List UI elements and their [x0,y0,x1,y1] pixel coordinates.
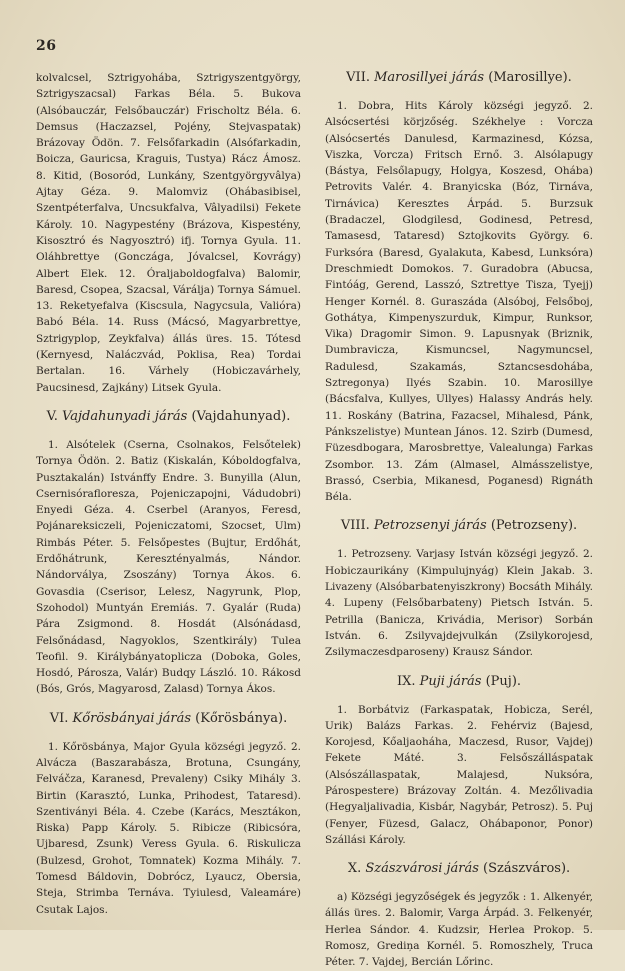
section-number: V. [46,408,58,424]
section-seat: (Marosillye). [488,70,572,85]
section-seat: (Petrozseny). [490,518,578,534]
right-column [325,70,593,971]
section-name: Marosillyei járás [374,70,485,85]
section-seat: (Szászváros). [483,861,571,877]
section-text-x: a) Községi jegyzőségek és jegyzők : 1. Alkenyér, állás üres. 2. Balomir, Varga Árpád. 3. Felkenyér, Herlea Sándor. 4. Kudzsir, Herlea Prokop. 5. Romosz, Grediņa Kornél. 5. Romoszhely, Truca Péter. 7. Vajdej, Bercián Lőrinc. [325,891,593,969]
section-heading-vi [36,711,301,727]
section-number: VII. [346,70,370,85]
section-heading-x [325,861,593,877]
section-heading-viii [325,518,593,534]
section-text-ix: 1. Borbátviz (Farkaspatak, Hobicza, Serél, Urik) Balázs Farkas. 2. Fehérviz (Bajesd, Korojesd, Kőaljaoháha, Maczesd, Rusor, Vajdej) Fekete Máté. 3. Felsőszálláspatak (Alsószállaspatak, Malajesd, Nuksóra, Párospestere) Brázovay Zoltán. 4. Mezőlivadia (Hegyaljalivadia, Kisbár, Nagybár, Petrosz). 5. Puj (Fenyer, Füzesd, Galacz, Ohábaponor, Ponor) Szállási Károly. [325,703,593,846]
section-name: Puji járás [419,673,482,689]
section-name: Petrozsenyi járás [373,518,487,534]
section-text-v: 1. Alsótelek (Cserna, Csolnakos, Felsőtelek) Tornya Ödön. 2. Batiz (Kiskalán, Kóboldogfalva, Pusztakalán) Istvánffy Endre. 3. Bunyilla (Alun, Csernisórafloresza, Pojeniczapojni, Vádudobri) Enyedi Géza. 4. Cserbel (Aranyos, Feresd, Pojánareksiczeli, Pojeniczatomi, Szocset, Ulm) Rimbás Péter. 5. Felsőpestes (Bujtur, Erdőhát, Erdőhátrunk, Keresztényalmás, Nándor. Nándorválya, Zsoszány) Tornya Ákos. 6. Govasdia (Cserisor, Lelesz, Nagyrunk, Plop, Szohodol) Muntyán Eremiás. 7. Gyalár (Ruda) Pára Zsigmond. 8. Hosdát (Alsónádasd, Felsőnádasd, Nagyoklos, Szentkirály) Tulea Teofil. 9. Királybányatoplicza (Doboka, Goles, Hosdó, Párosza, Valár) Budqy László. 10. Rákosd (Bós, Grós, Magyarosd, Zalasd) Tornya Ákos. [36,438,301,696]
section-seat: (Kőrösbánya). [195,710,288,726]
section-heading-v [36,409,301,425]
left-column [36,70,301,918]
section-text-vi: 1. Kőrösbánya, Major Gyula községi jegyző. 2. Alvácza (Baszarabásza, Brotuna, Csungány, Felváčza, Karanesd, Prevaleny) Csiky Mihály 3. Birtin (Karasztó, Lunka, Prihodest, Tataresd). Szentiványi Béla. 4. Czebe (Karács, Mesztákon, Riska) Papp Károly. 5. Ribicze (Ribicsóra, Ujbaresd, Zsunk) Veress Gyula. 6. Riskulicza (Bulzesd, Grohot, Tomnatek) Kozma Mihály. 7. Tomesd Báldovin, Dobrócz, Lyaucz, Obersia, Steja, Strimba Ternáva. Tyiulesd, Valeamáre) Csutak Lajos. [36,740,301,916]
intro-paragraph: kolvalcsel, Sztrigyohába, Sztrigyszentgyörgy, Sztrigyszacsal) Farkas Béla. 5. Bukova (Alsóbauczár, Felsőbauczár) Frischoltz Béla. 6. Demsus (Haczazsel, Pojény, Stejvaspatak) Brázovay Ödön. 7. Felsőfarkadin (Alsófarkadin, Boicza, Gauricsa, Kraguis, Tustya) Rácz Ámosz. 8. Kitid, (Bosoród, Lunkány, Szentgyörgyvâlya) Ajtay Géza. 9. Malomviz (Ohábasibisel, Szentpéterfalva, Uncsukfalva, Vâlyadilsi) Fekete Károly. 10. Nagypestény (Brázova, Kispestény, Kisosztró és Nagyosztró) ifj. Tornya Gyula. 11. Oláhbrettye (Gonczága, Jóvalcsel, Kovrágy) Albert Elek. 12. Óraljaboldogfalva) Balomir, Baresd, Csopea, Szacsal, Várálja) Tornya Sámuel. 13. Reketyefalva (Kiscsula, Nagycsula, Valióra) Babó Béla. 14. Russ (Mácsó, Magyarbrettye, Sztrigyplop, Zeykfalva) állás üres. 15. Tótesd (Kernyesd, Naláczvád, Poklisa, Rea) Tordai Bertalan. 16. Várhely (Hobiczavárhely, Paucsinesd, Zajkány) Litsek Gyula. [36,72,301,394]
section-name: Kőrösbányai járás [72,710,192,726]
page-number: 26 [36,38,57,54]
section-seat: (Puj). [485,673,522,689]
section-number: VIII. [340,518,370,534]
section-number: IX. [396,673,416,689]
section-number: VI. [49,710,69,726]
section-name: Vajdahunyadi járás [62,408,188,424]
section-number: X. [347,861,362,877]
section-name: Szászvárosi járás [365,861,479,877]
section-heading-vii [325,70,593,86]
section-text-viii: 1. Petrozseny. Varjasy István községi jegyző. 2. Hobiczaurikány (Kimpulujnyág) Klein Jakab. 3. Livazeny (Alsóbarbatenyiszkrony) Bocsáth Mihály. 4. Lupeny (Felsőbarbateny) Pietsch István. 5. Petrilla (Banicza, Krivádia, Merisor) Sorbán István. 6. Zsilyvajdejvulkán (Zsilykorojesd, Zsilymaczesdparoseny) Krausz Sándor. [325,548,593,659]
section-seat: (Vajdahunyad). [191,408,291,424]
section-heading-ix [325,674,593,690]
section-text-vii: 1. Dobra, Hits Károly községi jegyző. 2. Alsócsertési körjzőség. Székhelye : Vorcza (Alsócsertés Danulesd, Karmazinesd, Kózsa, Viszka, Vorcza) Fritsch Ernő. 3. Alsólapugy (Bástya, Felsőlapugy, Holgya, Koszesd, Ohába) Petrovits Valér. 4. Branyicska (Bóz, Tirnáva, Tirnávica) Keresztes Árpád. 5. Burzsuk (Bradaczel, Glodgilesd, Godinesd, Petresd, Tamasesd, Tataresd) Sztojkovits György. 6. Furksóra (Baresd, Gyalakuta, Kabesd, Lunksóra) Dreschmiedt Domokos. 7. Guradobra (Abucsa, Fintóág, Gerend, Lasszó, Sztrettye Tisza, Tyejj) Henger Kornél. 8. Guraszáda (Alsóboj, Felsőboj, Gothátya, Kimpenyszurduk, Kimpur, Runksor, Vika) Dragomir Simon. 9. Lapusnyak (Briznik, Dumbravicza, Kismuncsel, Nagymuncsel, Radulesd, Szakamás, Sztancsesdohába, Sztregonya) Ilyés Szabin. 10. Marosillye (Bácsfalva, Kullyes, Ullyes) Halassy András hely. 11. Roskány (Batrina, Fazacsel, Mihalesd, Pánk, Pánkszelistye) Muntean János. 12. Szirb (Dumesd, Füzesdbogara, Marosbrettye, Valealunga) Farkas Zsombor. 13. Zám (Almasel, Almásszelistye, Brassó, Cserbia, Mikanesd, Poganesd) Rignáth Béla. [325,100,593,504]
